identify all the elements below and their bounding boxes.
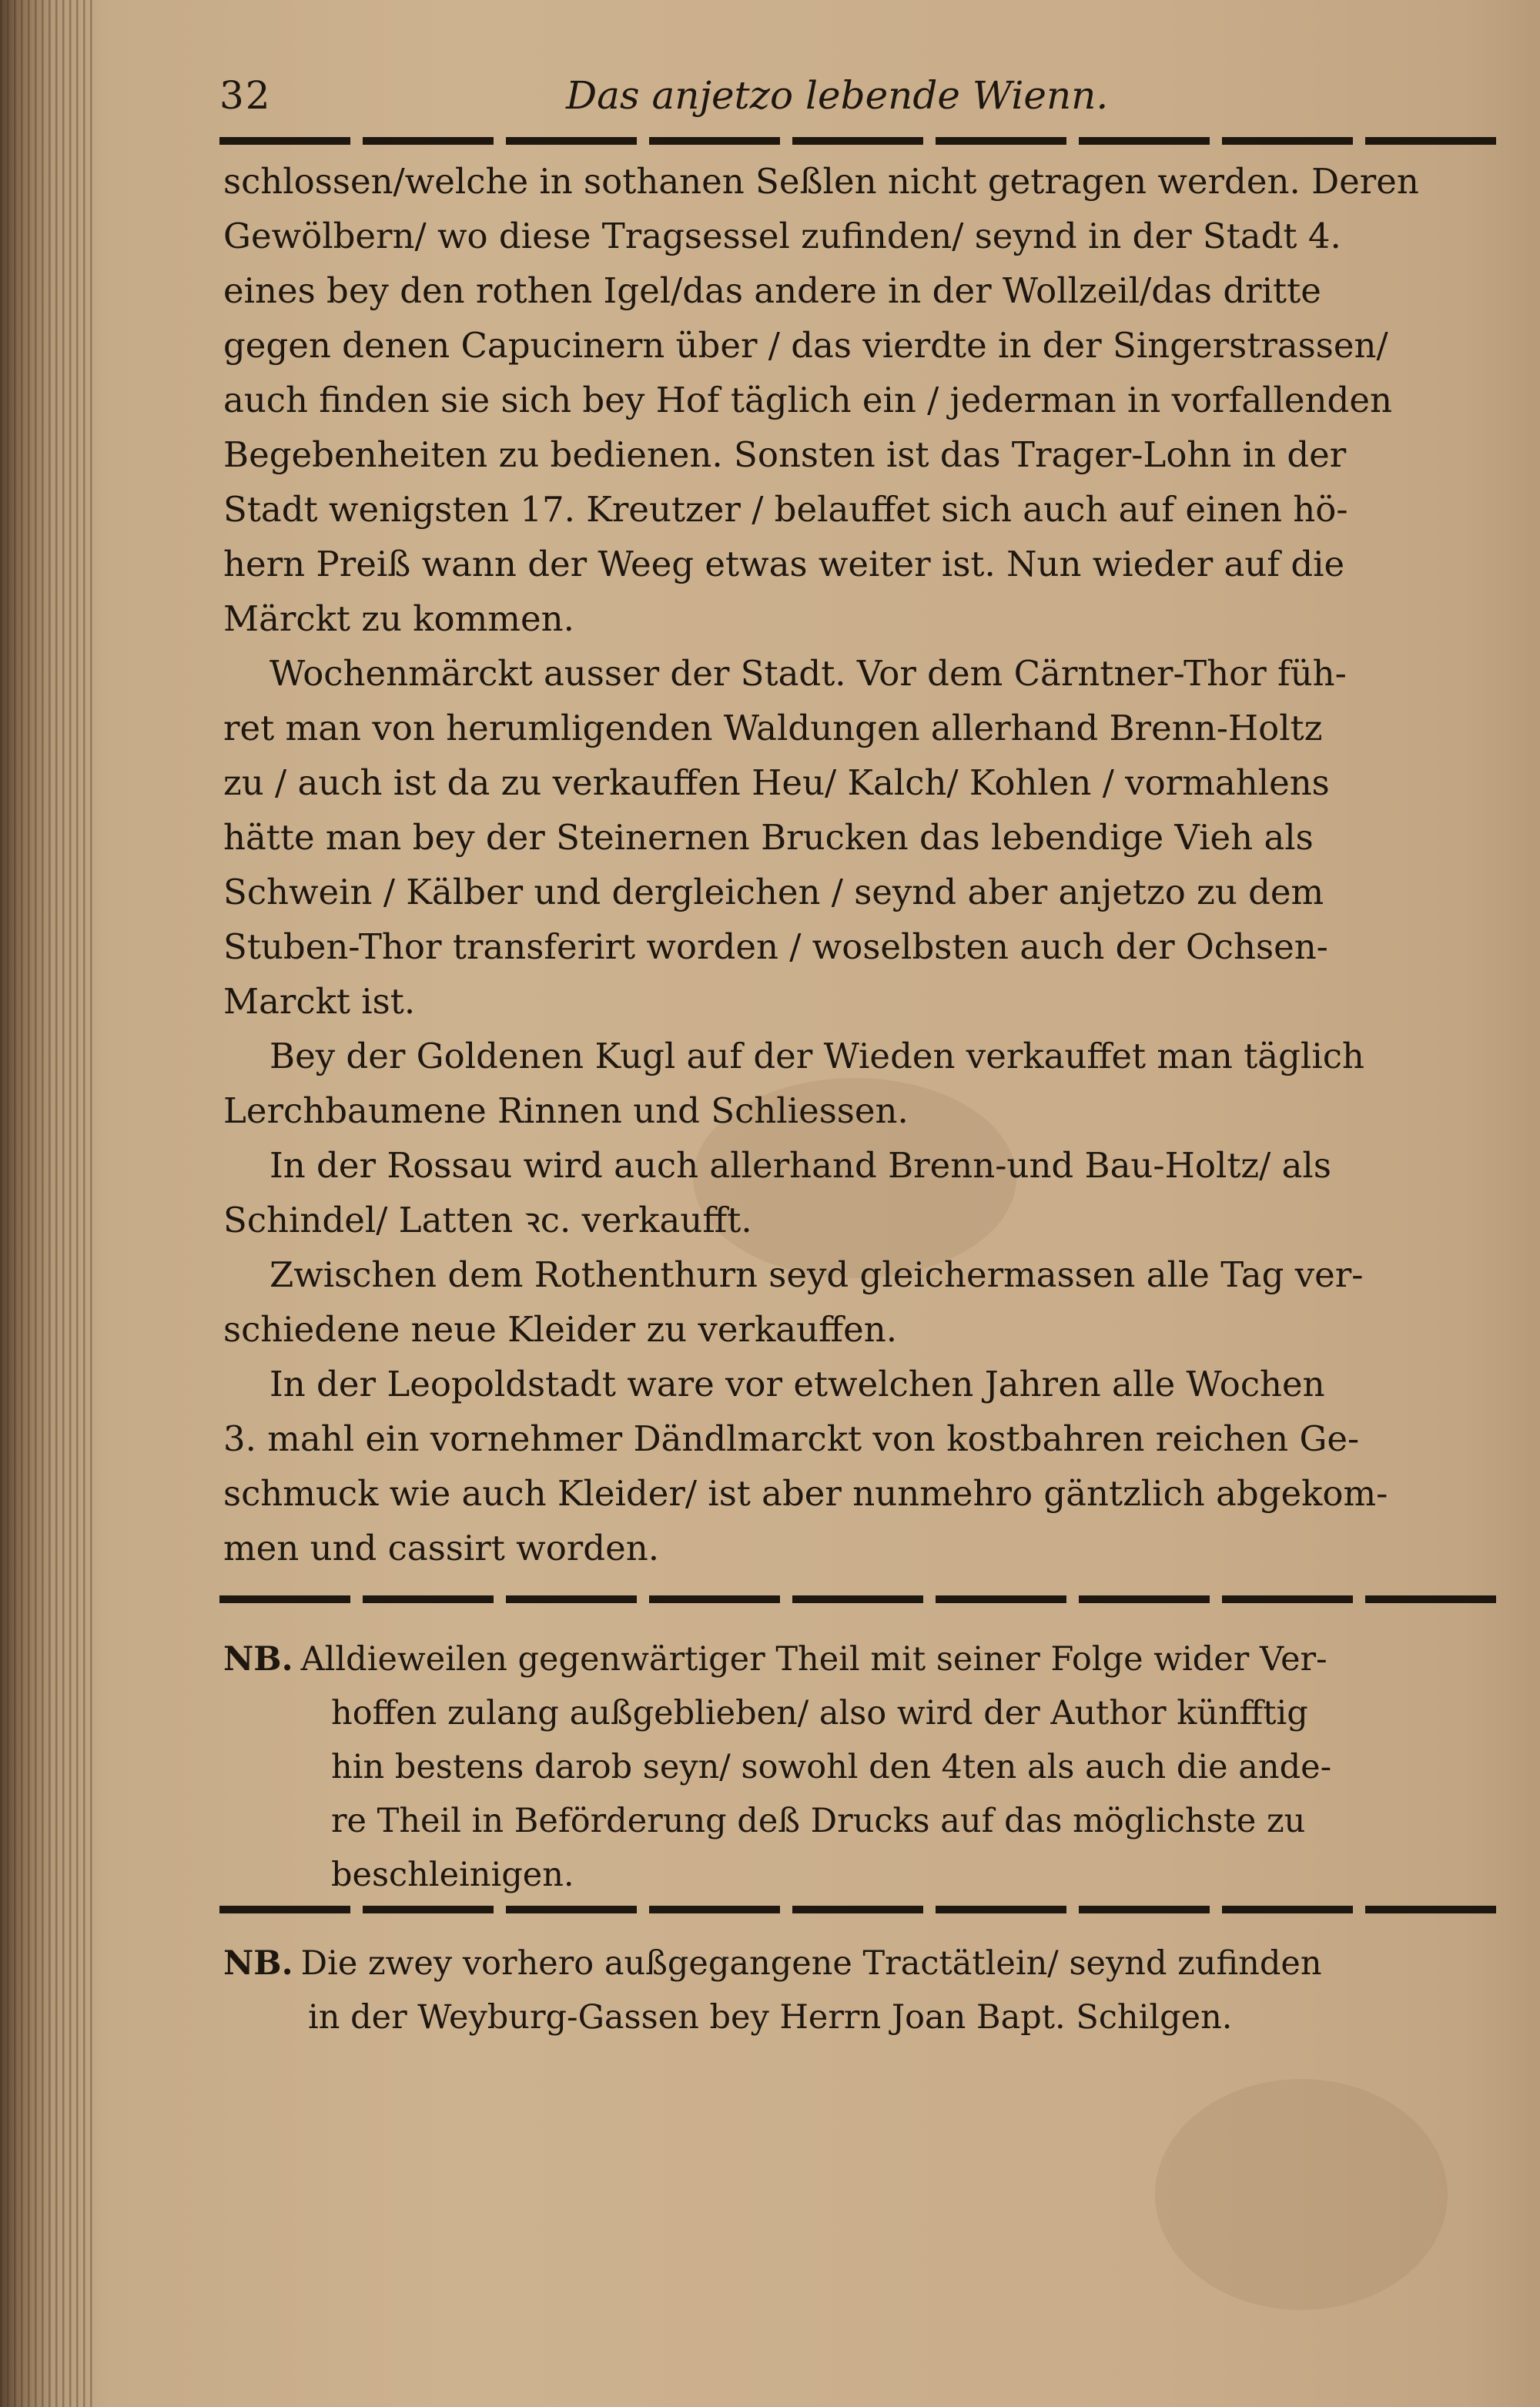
text-line: schiedene neue Kleider zu verkauffen. [223,1309,897,1350]
text-line: Märckt zu kommen. [223,598,574,639]
page-number: 32 [219,73,272,118]
note-line [223,1632,1505,1686]
text-line: Schwein / Kälber und dergleichen / seynd aber anjetzo zu dem [223,872,1324,912]
text-line: In der Leopoldstadt ware vor etwelchen Jahren alle Wochen [270,1364,1325,1404]
section-rule-top [219,1595,1502,1603]
text-line: Marckt ist. [223,981,416,1022]
nota-bene-note-2 [223,1937,1505,2044]
text-line: Lerchbaumene Rinnen und Schliessen. [223,1090,909,1131]
page-header [219,73,1505,135]
book-spine-edge [0,0,92,2407]
text-line: auch finden sie sich bey Hof täglich ein / jederman in vorfallenden [223,380,1392,420]
note-line [223,1937,1505,1990]
nb-marker: NB. [223,1640,293,1679]
text-line: hätte man bey der Steinernen Brucken das lebendige Vieh als [223,817,1314,858]
text-line: Gewölbern/ wo diese Tragsessel zufinden/ seynd in der Stadt 4. [223,216,1341,256]
text-line: zu / auch ist da zu verkauffen Heu/ Kalch/ Kohlen / vormahlens [223,762,1330,803]
note-line: hin bestens darob seyn/ sowohl den 4ten als auch die ande- [331,1748,1332,1786]
text-line: Stuben-Thor transferirt worden / woselbsten auch der Ochsen- [223,926,1328,967]
text-line: In der Rossau wird auch allerhand Brenn-und Bau-Holtz/ als [270,1145,1331,1186]
text-line: eines bey den rothen Igel/das andere in der Wollzeil/das dritte [223,270,1321,311]
section-rule-middle [219,1906,1502,1913]
note-line: beschleinigen. [331,1856,574,1894]
nota-bene-note-1 [223,1632,1505,1902]
note-line: re Theil in Beförderung deß Drucks auf das möglichste zu [331,1802,1306,1840]
text-line: hern Preiß wann der Weeg etwas weiter ist. Nun wieder auf die [223,544,1345,584]
body-text [223,154,1505,1575]
note-text: Die zwey vorhero außgegangene Tractätlein/ seynd zufinden [300,1944,1322,1983]
note-text: Alldieweilen gegenwärtiger Theil mit seiner Folge wider Ver- [300,1640,1327,1679]
text-line: Wochenmärckt ausser der Stadt. Vor dem Cärntner-Thor füh- [270,653,1347,694]
text-line: Begebenheiten zu bedienen. Sonsten ist das Trager-Lohn in der [223,434,1347,475]
text-line: Schindel/ Latten ꝛc. verkaufft. [223,1200,752,1240]
text-line: 3. mahl ein vornehmer Dändlmarckt von kostbahren reichen Ge- [223,1418,1360,1459]
note-line: in der Weyburg-Gassen bey Herrn Joan Bapt. Schilgen. [308,1998,1233,2037]
nb-marker: NB. [223,1944,293,1983]
paper-stain [1155,2079,1448,2310]
note-line: hoffen zulang außgeblieben/ also wird der Author künfftig [331,1694,1308,1732]
text-line: gegen denen Capucinern über / das vierdte in der Singerstrassen/ [223,325,1388,366]
text-line: Zwischen dem Rothenthurn seyd gleichermassen alle Tag ver- [270,1254,1364,1295]
header-rule [219,137,1502,145]
text-line: Stadt wenigsten 17. Kreutzer / belauffet sich auch auf einen hö- [223,489,1348,530]
text-line: Bey der Goldenen Kugl auf der Wieden verkauffet man täglich [270,1036,1364,1076]
text-line: schmuck wie auch Kleider/ ist aber nunmehro gäntzlich abgekom- [223,1473,1388,1514]
running-title: Das anjetzo lebende Wienn. [566,73,1109,118]
text-line: schlossen/welche in sothanen Seßlen nicht getragen werden. Deren [223,161,1419,202]
text-line: ret man von herumligenden Waldungen allerhand Brenn-Holtz [223,708,1323,748]
text-line: men und cassirt worden. [223,1528,660,1568]
